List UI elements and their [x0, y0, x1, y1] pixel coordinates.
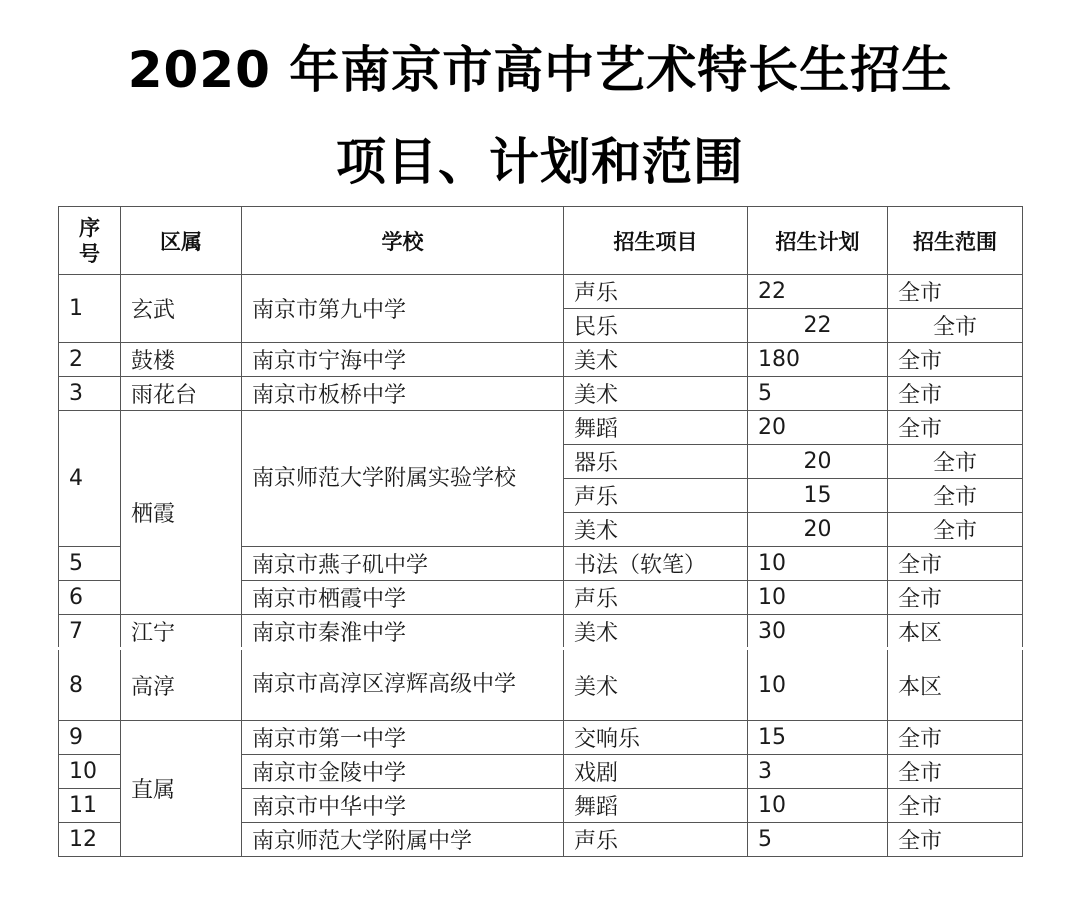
cell-plan: 15: [748, 479, 888, 513]
cell-project: 美术: [564, 377, 748, 411]
cell-no: 5: [59, 547, 121, 581]
cell-scope: 全市: [888, 343, 1023, 377]
cell-district: 鼓楼: [121, 343, 242, 377]
cell-plan: 3: [748, 755, 888, 789]
cell-no: 10: [59, 755, 121, 789]
page-subtitle: 项目、计划和范围: [336, 133, 744, 191]
cell-plan: 20: [748, 445, 888, 479]
cell-plan: 20: [748, 411, 888, 445]
cell-district: 雨花台: [121, 377, 242, 411]
table-row: [59, 649, 1023, 721]
cell-school: 南京市秦淮中学: [242, 615, 564, 649]
header-school: 学校: [242, 207, 564, 275]
header-project: 招生项目: [564, 207, 748, 275]
cell-scope: 全市: [888, 823, 1023, 857]
cell-no: 7: [59, 615, 121, 649]
cell-project: 戏剧: [564, 755, 748, 789]
cell-scope: 全市: [888, 721, 1023, 755]
cell-plan: 10: [748, 789, 888, 823]
cell-no: 8: [59, 649, 121, 721]
cell-no: 6: [59, 581, 121, 615]
cell-no: 2: [59, 343, 121, 377]
cell-scope: 全市: [888, 581, 1023, 615]
cell-no: 3: [59, 377, 121, 411]
cell-district: 玄武: [121, 275, 242, 343]
cell-school: 南京市第九中学: [242, 275, 564, 343]
cell-project: 交响乐: [564, 721, 748, 755]
cell-plan: 5: [748, 823, 888, 857]
cell-school: 南京师范大学附属中学: [242, 823, 564, 857]
cell-project: 美术: [564, 343, 748, 377]
cell-no: 12: [59, 823, 121, 857]
cell-scope: 全市: [888, 513, 1023, 547]
table-row: [59, 275, 1023, 309]
cell-plan: 10: [748, 581, 888, 615]
cell-no: 1: [59, 275, 121, 343]
cell-district: 栖霞: [121, 411, 242, 615]
cell-scope: 全市: [888, 309, 1023, 343]
cell-scope: 全市: [888, 377, 1023, 411]
cell-project: 书法（软笔）: [564, 547, 748, 581]
cell-project: 舞蹈: [564, 411, 748, 445]
enrollment-table: [58, 206, 1023, 857]
cell-school: 南京市宁海中学: [242, 343, 564, 377]
page-title: 2020 年南京市高中艺术特长生招生: [127, 41, 953, 99]
cell-project: 声乐: [564, 823, 748, 857]
cell-school: 南京市板桥中学: [242, 377, 564, 411]
cell-scope: 全市: [888, 479, 1023, 513]
cell-district: 高淳: [121, 649, 242, 721]
table-row: [59, 377, 1023, 411]
cell-scope: 全市: [888, 411, 1023, 445]
cell-no: 4: [59, 411, 121, 547]
cell-school: 南京市燕子矶中学: [242, 547, 564, 581]
cell-plan: 22: [748, 275, 888, 309]
header-seq: 序 号: [59, 207, 121, 275]
cell-scope: 全市: [888, 755, 1023, 789]
table-row: [59, 343, 1023, 377]
cell-scope: 全市: [888, 275, 1023, 309]
cell-school: 南京师范大学附属实验学校: [242, 411, 564, 547]
cell-scope: 全市: [888, 547, 1023, 581]
header-plan: 招生计划: [748, 207, 888, 275]
cell-scope: 本区: [888, 649, 1023, 721]
table-row: [59, 615, 1023, 649]
header-scope: 招生范围: [888, 207, 1023, 275]
cell-scope: 本区: [888, 615, 1023, 649]
cell-plan: 20: [748, 513, 888, 547]
cell-project: 美术: [564, 615, 748, 649]
cell-school: 南京市高淳区淳辉高级中学: [242, 649, 564, 721]
cell-plan: 180: [748, 343, 888, 377]
cell-project: 美术: [564, 649, 748, 721]
cell-project: 美术: [564, 513, 748, 547]
cell-project: 声乐: [564, 581, 748, 615]
cell-plan: 10: [748, 547, 888, 581]
cell-scope: 全市: [888, 789, 1023, 823]
cell-project: 舞蹈: [564, 789, 748, 823]
cell-no: 11: [59, 789, 121, 823]
cell-school: 南京市第一中学: [242, 721, 564, 755]
cell-school: 南京市中华中学: [242, 789, 564, 823]
table-row: [59, 411, 1023, 445]
table-header-row: [59, 207, 1023, 275]
cell-plan: 22: [748, 309, 888, 343]
cell-plan: 30: [748, 615, 888, 649]
cell-plan: 5: [748, 377, 888, 411]
cell-project: 声乐: [564, 479, 748, 513]
cell-district: 直属: [121, 721, 242, 857]
cell-no: 9: [59, 721, 121, 755]
cell-school: 南京市栖霞中学: [242, 581, 564, 615]
cell-project: 声乐: [564, 275, 748, 309]
cell-plan: 15: [748, 721, 888, 755]
cell-project: 器乐: [564, 445, 748, 479]
table-row: [59, 721, 1023, 755]
cell-scope: 全市: [888, 445, 1023, 479]
header-district: 区属: [121, 207, 242, 275]
cell-school: 南京市金陵中学: [242, 755, 564, 789]
cell-plan: 10: [748, 649, 888, 721]
cell-district: 江宁: [121, 615, 242, 649]
cell-project: 民乐: [564, 309, 748, 343]
